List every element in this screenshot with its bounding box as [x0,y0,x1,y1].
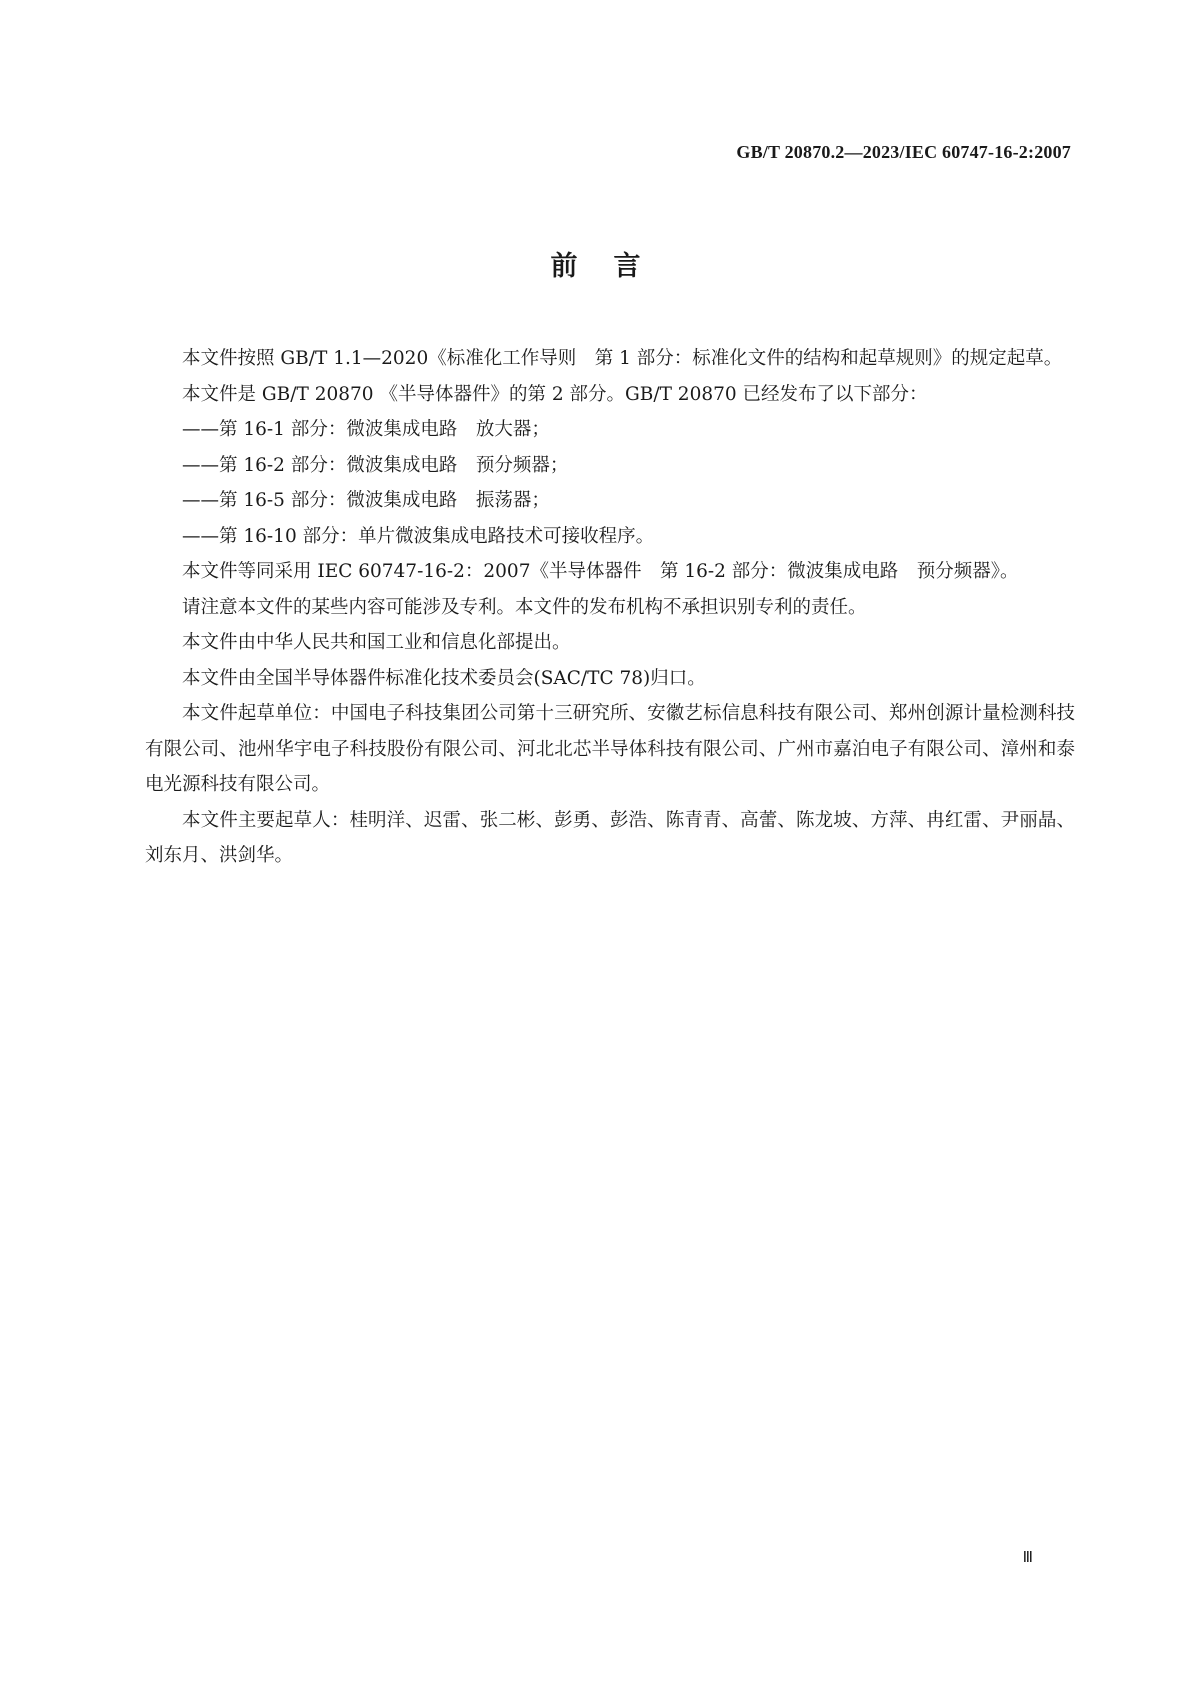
paragraph-drafters: 本文件主要起草人：桂明洋、迟雷、张二彬、彭勇、彭浩、陈青青、高蕾、陈龙坡、方萍、冉红雷、尹丽晶、刘东月、洪剑华。 [145,809,1075,866]
list-item: ——第 16-2 部分：微波集成电路 预分频器； [182,454,569,476]
list-item: ——第 16-1 部分：微波集成电路 放大器； [182,419,550,440]
paragraph-drafting-units: 本文件起草单位：中国电子科技集团公司第十三研究所、安徽艺标信息科技有限公司、郑州创源计量检测科技有限公司、池州华宇电子科技股份有限公司、河北北芯半导体科技有限公司、广州市嘉泊电子有限公司、漳州和泰电光源科技有限公司。 [145,703,1075,795]
page-title: 前言 [550,251,677,282]
paragraph-equivalence: 本文件等同采用 IEC 60747-16-2：2007《半导体器件 第 16-2 部分：微波集成电路 预分频器》。 [182,561,1019,582]
paragraph-managed-by: 本文件由全国半导体器件标准化技术委员会(SAC/TC 78)归口。 [182,667,706,689]
paragraph-proposed-by: 本文件由中华人民共和国工业和信息化部提出。 [182,632,571,653]
list-item: ——第 16-10 部分：单片微波集成电路技术可接收程序。 [182,525,655,547]
paragraph-patent-notice: 请注意本文件的某些内容可能涉及专利。本文件的发布机构不承担识别专利的责任。 [182,596,867,618]
page-number: Ⅲ [1022,1550,1034,1566]
list-item: ——第 16-5 部分：微波集成电路 振荡器； [182,490,550,511]
preface-body [145,341,1075,874]
paragraph-series-intro: 本文件是 GB/T 20870 《半导体器件》的第 2 部分。GB/T 20870 已经发布了以下部分： [182,383,928,405]
paragraph-drafting-basis: 本文件按照 GB/T 1.1—2020《标准化工作导则 第 1 部分：标准化文件的结构和起草规则》的规定起草。 [182,348,1063,369]
standard-number-header: GB/T 20870.2—2023/IEC 60747-16-2:2007 [736,142,1071,162]
